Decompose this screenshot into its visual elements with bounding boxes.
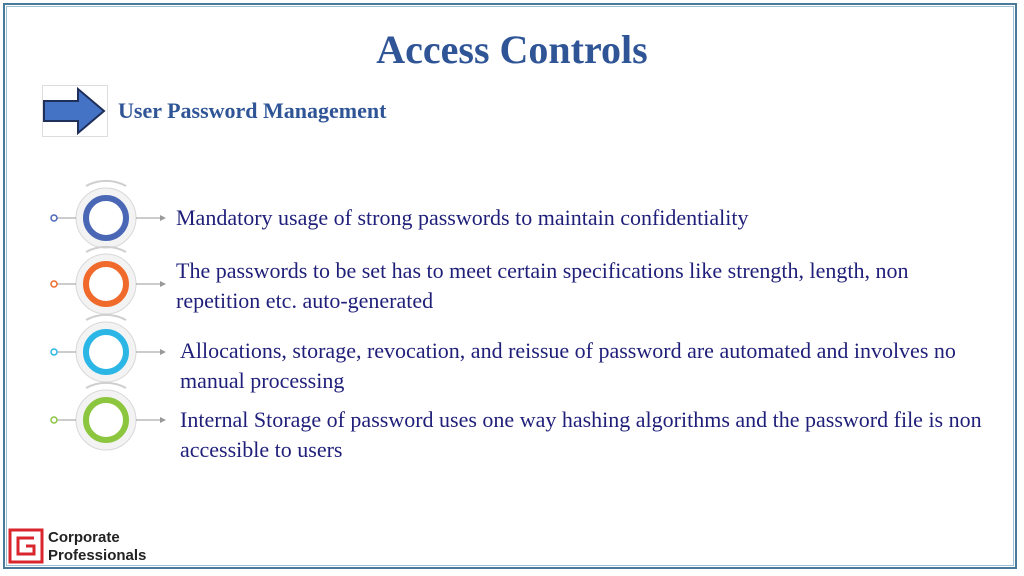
slide-title: Access Controls bbox=[376, 27, 648, 72]
list-item-3: Allocations, storage, revocation, and reissue of password are automated and involves no manual processing bbox=[180, 338, 956, 393]
logo-line-2: Professionals bbox=[48, 547, 147, 564]
ring-icon-green bbox=[42, 380, 170, 460]
arrow-right-icon bbox=[42, 85, 108, 137]
logo-text bbox=[48, 529, 146, 565]
subtitle: User Password Management bbox=[118, 98, 387, 123]
list-item-1: Mandatory usage of strong passwords to maintain confidentiality bbox=[176, 205, 749, 230]
list-item-4: Internal Storage of password uses one way hashing algorithms and the password file is non accessible to users bbox=[180, 407, 982, 462]
logo-line-1: Corporate bbox=[48, 529, 120, 546]
list-item-2: The passwords to be set has to meet certain specifications like strength, length, non repetition etc. auto-generated bbox=[176, 258, 909, 313]
corporate-professionals-logo bbox=[8, 528, 44, 564]
